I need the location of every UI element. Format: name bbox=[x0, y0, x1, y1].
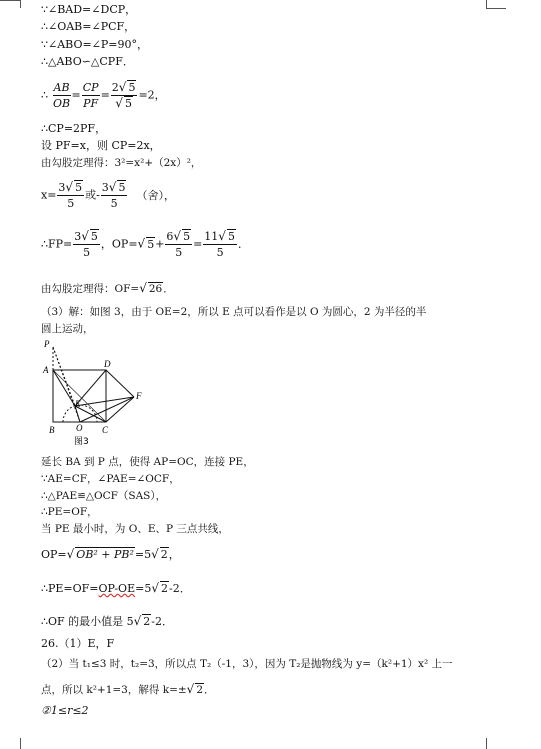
page-corner-mark-top-left-h bbox=[0, 0, 20, 1]
solution-x-line bbox=[41, 180, 175, 211]
radical-sign: √ bbox=[139, 281, 147, 295]
period: ． bbox=[163, 283, 174, 295]
of-min-line bbox=[41, 614, 173, 629]
op-equals: OP= bbox=[41, 548, 67, 561]
proof-line-1: ∵∠BAD=∠DCP， bbox=[41, 3, 137, 16]
radical-sign: √ bbox=[108, 180, 117, 194]
radicand: 5 bbox=[227, 230, 235, 243]
figure-3 bbox=[40, 336, 170, 448]
period: ． bbox=[237, 237, 249, 251]
numerator bbox=[203, 229, 237, 245]
proof-line-8: 由勾股定理得：3²=x²+（2x）²， bbox=[41, 157, 202, 169]
fraction-3root5-over-5-neg bbox=[101, 180, 128, 211]
radical-sign: √ bbox=[173, 229, 182, 243]
equals-five: =5 bbox=[134, 548, 152, 561]
q26-line-1: 26.（1）E，F bbox=[41, 637, 115, 650]
of-min-prefix: ∴OF 的最小值是 5 bbox=[41, 615, 134, 628]
numerator: AB bbox=[53, 81, 70, 94]
proof-line-2: ∴∠OAB=∠PCF， bbox=[41, 20, 136, 33]
op-sqrt-line bbox=[41, 547, 180, 562]
proof-line-7: 设 PF=x，则 CP=2x， bbox=[41, 139, 161, 152]
radicand: OB² + PB² bbox=[76, 548, 134, 561]
denominator: 5 bbox=[216, 246, 224, 259]
period: ． bbox=[204, 684, 215, 696]
coef: 3 bbox=[101, 181, 109, 194]
part3-line-5: ∴△PAE≌△OCF（SAS）， bbox=[41, 490, 167, 502]
numerator bbox=[73, 229, 100, 245]
of-equals: 由勾股定理得：OF= bbox=[41, 283, 140, 295]
figure-caption: 图3 bbox=[74, 437, 89, 447]
ratio-equation: ∴ $\frac{AB}{OB}$ = $\frac{CP}{PF}$ = $\frac{2√ 5}{√ 5}$ =2， bbox=[41, 80, 166, 110]
radicand: 5 bbox=[75, 181, 83, 194]
label-o: O bbox=[76, 423, 83, 433]
x-equals: x= bbox=[41, 188, 57, 202]
proof-line-4: ∴△ABO∽△CPF． bbox=[41, 55, 134, 68]
minus-two: -2． bbox=[151, 615, 174, 628]
coef: 3 bbox=[74, 230, 82, 243]
q26-line-2: （2）当 t₁≤3 时，t₂=3，所以点 T₂（-1，3），因为 T₂是抛物线为 y=（k²+1）x² 上一 bbox=[41, 658, 453, 670]
part3-line-1: （3）解：如图 3，由于 OE=2，所以 E 点可以看作是以 O 为圆心，2 为半径的半 bbox=[41, 306, 427, 318]
of-line bbox=[41, 281, 174, 296]
radicand: 2 bbox=[143, 615, 151, 628]
radicand: 5 bbox=[124, 97, 132, 110]
coef: 2 bbox=[111, 81, 119, 94]
fp-op-line bbox=[41, 229, 249, 260]
radical-sign: √ bbox=[186, 682, 195, 696]
numerator bbox=[165, 229, 192, 245]
denominator bbox=[111, 96, 138, 111]
page-corner-mark-bottom-left bbox=[20, 738, 21, 749]
numerator bbox=[101, 180, 128, 196]
k-prefix: 点，所以 k²+1=3，解得 k=± bbox=[41, 684, 187, 696]
segment-ad-diag bbox=[53, 370, 106, 422]
radicand: 5 bbox=[118, 181, 126, 194]
radical-sign: √ bbox=[65, 180, 74, 194]
part3-line-4: ∵AE=CF，∠PAE=∠OCF， bbox=[41, 473, 180, 485]
therefore-symbol: ∴ bbox=[41, 88, 48, 102]
numerator bbox=[57, 180, 84, 196]
coef: 6 bbox=[166, 230, 174, 243]
radicand: 5 bbox=[147, 237, 155, 251]
q26-line-3 bbox=[41, 682, 215, 697]
part3-line-2: 圆上运动， bbox=[41, 323, 94, 335]
coef: 11 bbox=[204, 230, 219, 243]
fraction-3root5-over-5 bbox=[57, 180, 84, 211]
radical-sign: √ bbox=[137, 236, 146, 251]
page-corner-mark-bottom-right bbox=[486, 738, 487, 749]
denominator: PF bbox=[83, 97, 99, 110]
denominator: 5 bbox=[67, 197, 75, 210]
ratio-result: =2， bbox=[138, 88, 166, 102]
pe-of-equals: ∴PE=OF= bbox=[41, 582, 99, 595]
denominator: OB bbox=[52, 97, 71, 110]
radical-sign: √ bbox=[115, 96, 123, 110]
numerator bbox=[111, 80, 138, 96]
segment-po bbox=[53, 347, 80, 422]
page-corner-mark-top-left-v bbox=[20, 0, 21, 8]
radical-sign: √ bbox=[218, 229, 226, 243]
radical-sign: √ bbox=[151, 581, 159, 595]
q26-line-4: ②1≤r≤2 bbox=[41, 704, 89, 717]
discard-note: （舍）， bbox=[136, 188, 175, 202]
part3-line-3: 延长 BA 到 P 点，使得 AP=OC，连接 PE， bbox=[41, 456, 254, 468]
coef: 3 bbox=[58, 181, 66, 194]
pe-of-line bbox=[41, 581, 191, 596]
page-corner-mark-top-right-h bbox=[486, 8, 506, 9]
denominator: 5 bbox=[175, 246, 183, 259]
proof-line-3: ∵∠ABO=∠P=90°， bbox=[41, 38, 149, 51]
part3-line-6: ∴PE=OF， bbox=[41, 506, 98, 518]
equals-sign: = bbox=[193, 237, 203, 251]
op-equals: ，OP= bbox=[100, 237, 138, 251]
or-minus: 或- bbox=[85, 188, 100, 202]
comma: ， bbox=[168, 548, 180, 561]
numerator: CP bbox=[82, 81, 99, 94]
radical-sign: √ bbox=[151, 547, 159, 561]
part3-line-7: 当 PE 最小时，为 O、E、P 三点共线， bbox=[41, 523, 229, 535]
radicand: 2 bbox=[160, 582, 168, 595]
equals-five: =5 bbox=[135, 582, 152, 595]
radicand: 5 bbox=[128, 81, 136, 94]
radical-sign: √ bbox=[133, 614, 142, 628]
label-d: D bbox=[104, 359, 111, 369]
segment-df bbox=[106, 370, 134, 397]
label-e: E bbox=[75, 399, 81, 409]
fraction-ab-ob bbox=[53, 80, 71, 111]
label-a: A bbox=[43, 365, 49, 375]
radicand: 2 bbox=[160, 548, 168, 561]
denominator: 5 bbox=[83, 246, 91, 259]
fraction-11root5 bbox=[203, 229, 237, 260]
radicand: 5 bbox=[90, 230, 98, 243]
radical-sign: √ bbox=[81, 229, 89, 243]
op-minus-oe: OP-OE bbox=[98, 582, 136, 595]
fp-equals: ∴FP= bbox=[41, 237, 73, 251]
minus-two: -2． bbox=[168, 582, 191, 595]
fraction-6root5 bbox=[165, 229, 192, 260]
radicand: 26 bbox=[148, 283, 163, 295]
radicand: 2 bbox=[196, 684, 204, 696]
fraction-2root5-root5 bbox=[111, 80, 138, 111]
radicand: 5 bbox=[183, 230, 191, 243]
page-corner-mark-top-right-v bbox=[486, 0, 487, 8]
radical-sign: √ bbox=[118, 80, 127, 94]
label-f: F bbox=[136, 391, 142, 401]
radical-sign: √ bbox=[66, 547, 75, 561]
label-b: B bbox=[49, 425, 55, 435]
label-p: P bbox=[44, 339, 50, 349]
denominator: 5 bbox=[110, 197, 118, 210]
fraction-fp bbox=[73, 229, 100, 260]
plus-sign: + bbox=[155, 237, 165, 251]
label-c: C bbox=[102, 425, 109, 435]
proof-line-6: ∴CP=2PF， bbox=[41, 122, 107, 135]
fraction-cp-pf bbox=[82, 80, 100, 111]
